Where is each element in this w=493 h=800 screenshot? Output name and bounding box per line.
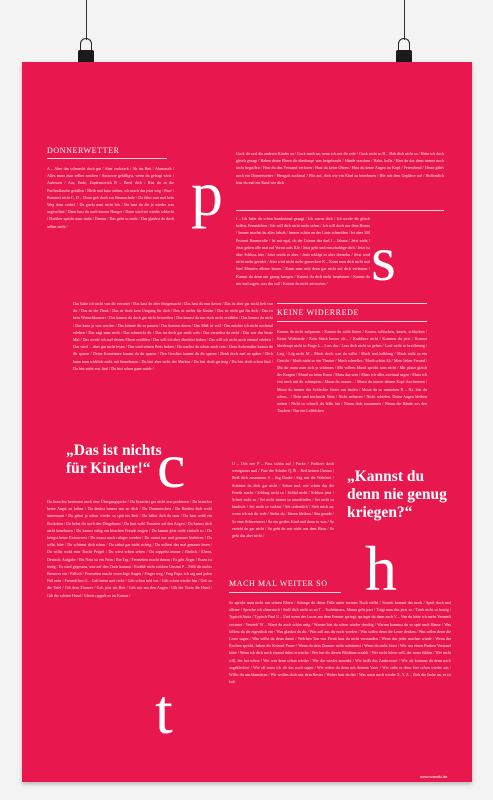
quote-nichts-fuer-kinder: „Das ist nichts für Kinder!“	[66, 442, 162, 477]
letter-t: t	[155, 676, 173, 747]
text-block-b: Guck dir mal die anderen Kinder an / Guck mich an, wenn ich mit dir rede / Guck nicht so H – Hab dich nicht so / Habe ich doch gleich gesagt / Haben deine Eltern dir überhaupt was beigebracht / Hände waschen / Halte, holla / Hast du das denn immer noch nicht begriffen / Hast du den Verstand verloren / Hast du keine Ohren / Hast du keine Augen im Kopf / Feierabend / Heute gibt's noch ein Donnerwetter / Herrgott nochmal / Hör auf, dich wie ein Kind zu benehmen / Hör mit dem Geplärre auf / Hoffentlich hast du mal ein Kind wie dich	[236, 151, 444, 185]
heading-rule-3	[229, 592, 341, 593]
letter-s: s	[371, 223, 396, 294]
poster	[22, 62, 472, 782]
heading-rule-2a	[277, 303, 427, 304]
website-url: www.wamiki.de	[420, 774, 448, 779]
heading-rule-1	[47, 158, 167, 159]
letter-p: p	[191, 158, 223, 229]
hanging-string-right	[404, 0, 405, 40]
hanging-string-left	[86, 0, 87, 40]
divider-b	[236, 210, 444, 211]
text-block-f: O – Och nee P – Pass schön auf / Pocke / Probiere doch wenigstens mal / Putz die Schuhe Q, R – Red keinen Unsinn / Reiß dich zusammen S – Sag Danke / Sag mir die Wahrheit / Schämst du dich gar nicht / Schau mal, wie schön das die Frieda macht / Schling nicht so / Schlaf nicht / Schluss jetzt / Schrei nicht so / Sei nicht immer so unzufrieden / Sei nicht so kindisch / Sei nicht so vorlaut / Sei ordentlich / Sieh mich an, wenn ich mit dir rede / Siehst du / Sitzen bleiben / Sitz gerade / So eine Schweinerei / So ein großes Kind und dann so was / So erzieht du gar nicht / So geht du mir nicht aus dem Haus / So geht das aber nicht /	[232, 461, 334, 539]
quote-nie-genug-kriegen: „Kannst du denn nie genug kriegen?“	[347, 468, 447, 521]
letter-h: h	[365, 533, 397, 604]
text-block-c: I – Ich habe dir schon hundertmal gesagt / Ich warne dich / Ich werde dir gleich helfen, Freundchen / Ich will dich nicht mehr sehen / Ich will doch nur dein Bestes / Immer machst du alles falsch / Immer schön an der Linie schneiden / Ist aber 100 Prozent Baumwolle / Ist mir egal, ob der Litmus das darf J – Jahaaa / Jetzt nicht / Jetzt gehen alle mal auf Vorrat aufs Klo / Jetzt geht und entschuldige dich / Jetzt ist aber Schluss hier / Jetzt reicht es aber / Jetzt schlägt es aber dreizehn / Jetzt wird nicht mehr geredet / Jetzt wird nicht mehr gemeckert K – Kann man dich nicht mal fünf Minuten alleine lassen / Kann man sich denn gar nicht auf dich verlassen / Kannst du denn nie genug kriegen / Kannst du dich nicht benehmen / Kannst du mir mal sagen, was das soll / Kannst du nicht antworten /	[236, 216, 370, 286]
text-block-d: Das hätte ich nicht von dir erwartet / Das hast du aber feingemacht / Das hast du nun davon / Das ist aber gar nicht lieb von dir / Das ist der Dank / Das ist doch kein Umgang für dich / Das ist nichts für Kinder / Das ist nicht gut für dich / Das ist kein Wunschkonzert / Das kannst du doch gar nicht beurteilen / Das kannst du nur doch nicht erzählen / Das kannst du nicht / Das kann ja was werden / Das könnte dir so passen / Das kommt davon / Das Maß ist voll / Das möchte ich nicht nochmal erleben / Das sagt man nicht / Das schmeckt dir / Das tut doch gar nicht weh / Das verstehst du nicht / Das war das letzte Mal / Das werde ich mal deinen Eltern erzählen / Das will ich aber überhört haben / Das will ich nicht noch einmal erleben / Das wird ... aber gar nicht lesen / Das wird seinen Preis haben / Da wachst du schon noch rein / Dem Aufwenden kannst du dir sparen / Deine Komentare kannst du dir sparen / Den Geschirr kannst du dir sparen / Denk doch mal an später / Dich kann man wirklich nicht mit hinnehmen / Du bist aber nicht der Markus / Du bist doch gerissig / Du bist doch schon fünf / Du bist nicht erst fünf / Du bist schon ganz müde /	[73, 301, 273, 371]
text-block-e: Kannst du nicht aufpassen / Kannst du nicht hören / Kauen, schlucken, kauen, schlucken / Keine Widerrede / Kein Stück besser als... / Knabbere nicht / Kommst du jetzt / Kommt überhaupt nicht in Frage L – Lass das / Lass dich nicht so gehen / Lauf nicht so breitbeinig / Lieg / Lüg nicht M – Mach doch, was du willst / Mach mal halblang / Mach nicht so ein Gesicht / Mach nicht so ein Theater / Mach schneller / Mach schön Ah / Mein lieber Freund / Mit dir muss man sich ja schämen / Mit vollem Mund spricht man nicht / Mir platzt gleich der Kragen / Mund zu beim Essen / Muss das sein / Muss ich alles zweimal sagen / Muss ich erst noch mit dir schimpfen / Musst du immer... / Musst du immer deinen Kopf durchsetzen / Musst du immer das Schlechte hinter uns laufen / Musst du so rumtoben N – Na, bist du schon... / Nein und nochmals Nein / Nicht anfassen / Nicht schielen. Deine Augen bleiben stehen / Nicht so schnell, du fällst hin / Nimm dich zusammen / Nimm die Hände aus den Taschen / Nur ein Löffelchen	[277, 329, 427, 414]
heading-mach-mal-weiter-so: MACH MAL WEITER SO	[229, 579, 328, 588]
text-block-g: Du brauchst bestimmt noch eine Übergangsjacke / Du brauchst gar nicht erst probieren / Du brauchst keine Angst zu haben / Du denkst immer nur an dich / Du Dummerchen / Du Biedest dich wohl interessant / Du gehst ja schon wieder so spät ins Bett / Du hältst dich da raus / Du hast wohl ein Bockchen / Du hebst dir noch den Dingsbums / Du hast wohl Tomaten auf den Augen / Du kannst dich nicht benehmen / Du kannst ruhig ein bisschen Freude zeigen / Du kannst jetzt nicht einfach so / Du kriegst keine Extrawurst / Du musst noch ruhiger werden / Du musst nur mal genauer hinhören / Du sollst bitte / Du schämst dich schon / Du siehst gar nicht richtig / Du solltest das mal genauer lesen / Du willst wohl eine Tracht Prügel / Du wirst schon sehen / Du zappelst immer / Ehrlich / Eltern, Deutsch, Aufgabe / Ein Nein ist ein Nein / Ein Tag / Fernsehen macht dumm / Es gibt Ärger / Essen ist fertig / Es wird gegessen, was auf den Tisch kommt / Erzählt nicht solchen Unsinn F – Fällt dir nichts Besseres ein / Fallsch / Fernsehen macht viereckige Augen / Finger weg / Frag Papa, ich sag und jeden Fall nein / Freundchen G – Geh beten und recht / Geh schon mal vor / Geh schon wieder hin / Geh an die Tafel / Gib dem Zimmer / Geh jetzt ins Bett / Geh mir aus den Augen / Gib der Tante die Hand / Gib die schöne Hand / Gleich rappelt es im Karton /	[47, 499, 212, 598]
heading-donnerwetter: DONNERWETTER	[47, 146, 120, 155]
text-block-a: A – Aber das schmeckt doch gut / Aber zackzack / Ab ins Bett / Abmarsch / Alles muss man selber machen / Antworte gefälligst, wenn du gefragt wirst / Aufessen / Aus, Ende, Zapfenstreich B – Beeil dich / Bist du in die Parfümflasche gefallen / Bleib mal kurz stehen, ich mach das jetzt weg / Brav / Bummel nicht C, D – Dann geh doch zur Baumschule / Da fährt nun mal kein Weg dran vorbei / Da guckt man nicht hin / Da hast du dir ja wieder was angewöhnt / Dann hast du auch keinen Hunger / Dann wird sie wieder schlecht / Darüber spricht man nicht / Darum / Das geht so nicht / Das glaubst du doch selber nicht /	[47, 166, 174, 229]
letter-c: c	[157, 430, 186, 501]
heading-keine-widerrede: KEINE WIDERREDE	[277, 308, 359, 317]
heading-rule-2b	[277, 321, 427, 322]
text-block-h: So spricht man nicht mit seinen Eltern / Solange du deine Füße unter meinen Tisch stellst / Soweit kommt das noch / Spiel doch mal alleine / Spreche ich chinesisch / Stell dich nicht so an T – Tschüüsssss, Mama geht jetzt / Trägt man das jetzt so / Trink nicht so hastig / Typisch Anita / Typisch Paul U – Und wenn der Lucas aus dem Fenster springt, springst du dann auch V – Van du hätte ich mehr Vernunft erwartet / Verzieh' W – Warst du auch schön artig / Warum bist du schon wieder dreckig / Warum kommst du so spät nach Hause / Was bildest du dir eigentlich ein / Was glaubst du dir / Was soll aus dir noch werden / Was sollen denn die Leute denken / Was sollen denn die Leute sagen / Was willst du denn damit / Welchen Ton von Pietät hast du nicht verstanden / Wenn das jeder machen würde / Wenn der Kochen spricht, haben die Krümel Pause / Wenn du dein Zimmer nicht aufräumst / Wenn du nicht hörst / Wer nur einen Funken Verstand hätte / Wenn ich dich noch einmal dabei erwische / Wer hat dir diesen Blödsinn erzählt / Wer nicht hören will, der muss fühlen / Wer nicht will, der hat schon / Wer war denn schon wieder / Wie die wieder aussieht / Wie heißt das Zauberwort / Wie oft kommst du denn noch angekleckert / Wie oft muss ich dir das noch sagen / Wie redest du denn mit deinem Vater / Wie sieht es denn hier schon wieder aus / Willst du uns blamieren / Wir wollen doch nur dein Bestes / Woher hast du das / Was sonst noch wieder X, Y, Z – Zieh die Jacke an, es ist kalt	[229, 600, 451, 685]
